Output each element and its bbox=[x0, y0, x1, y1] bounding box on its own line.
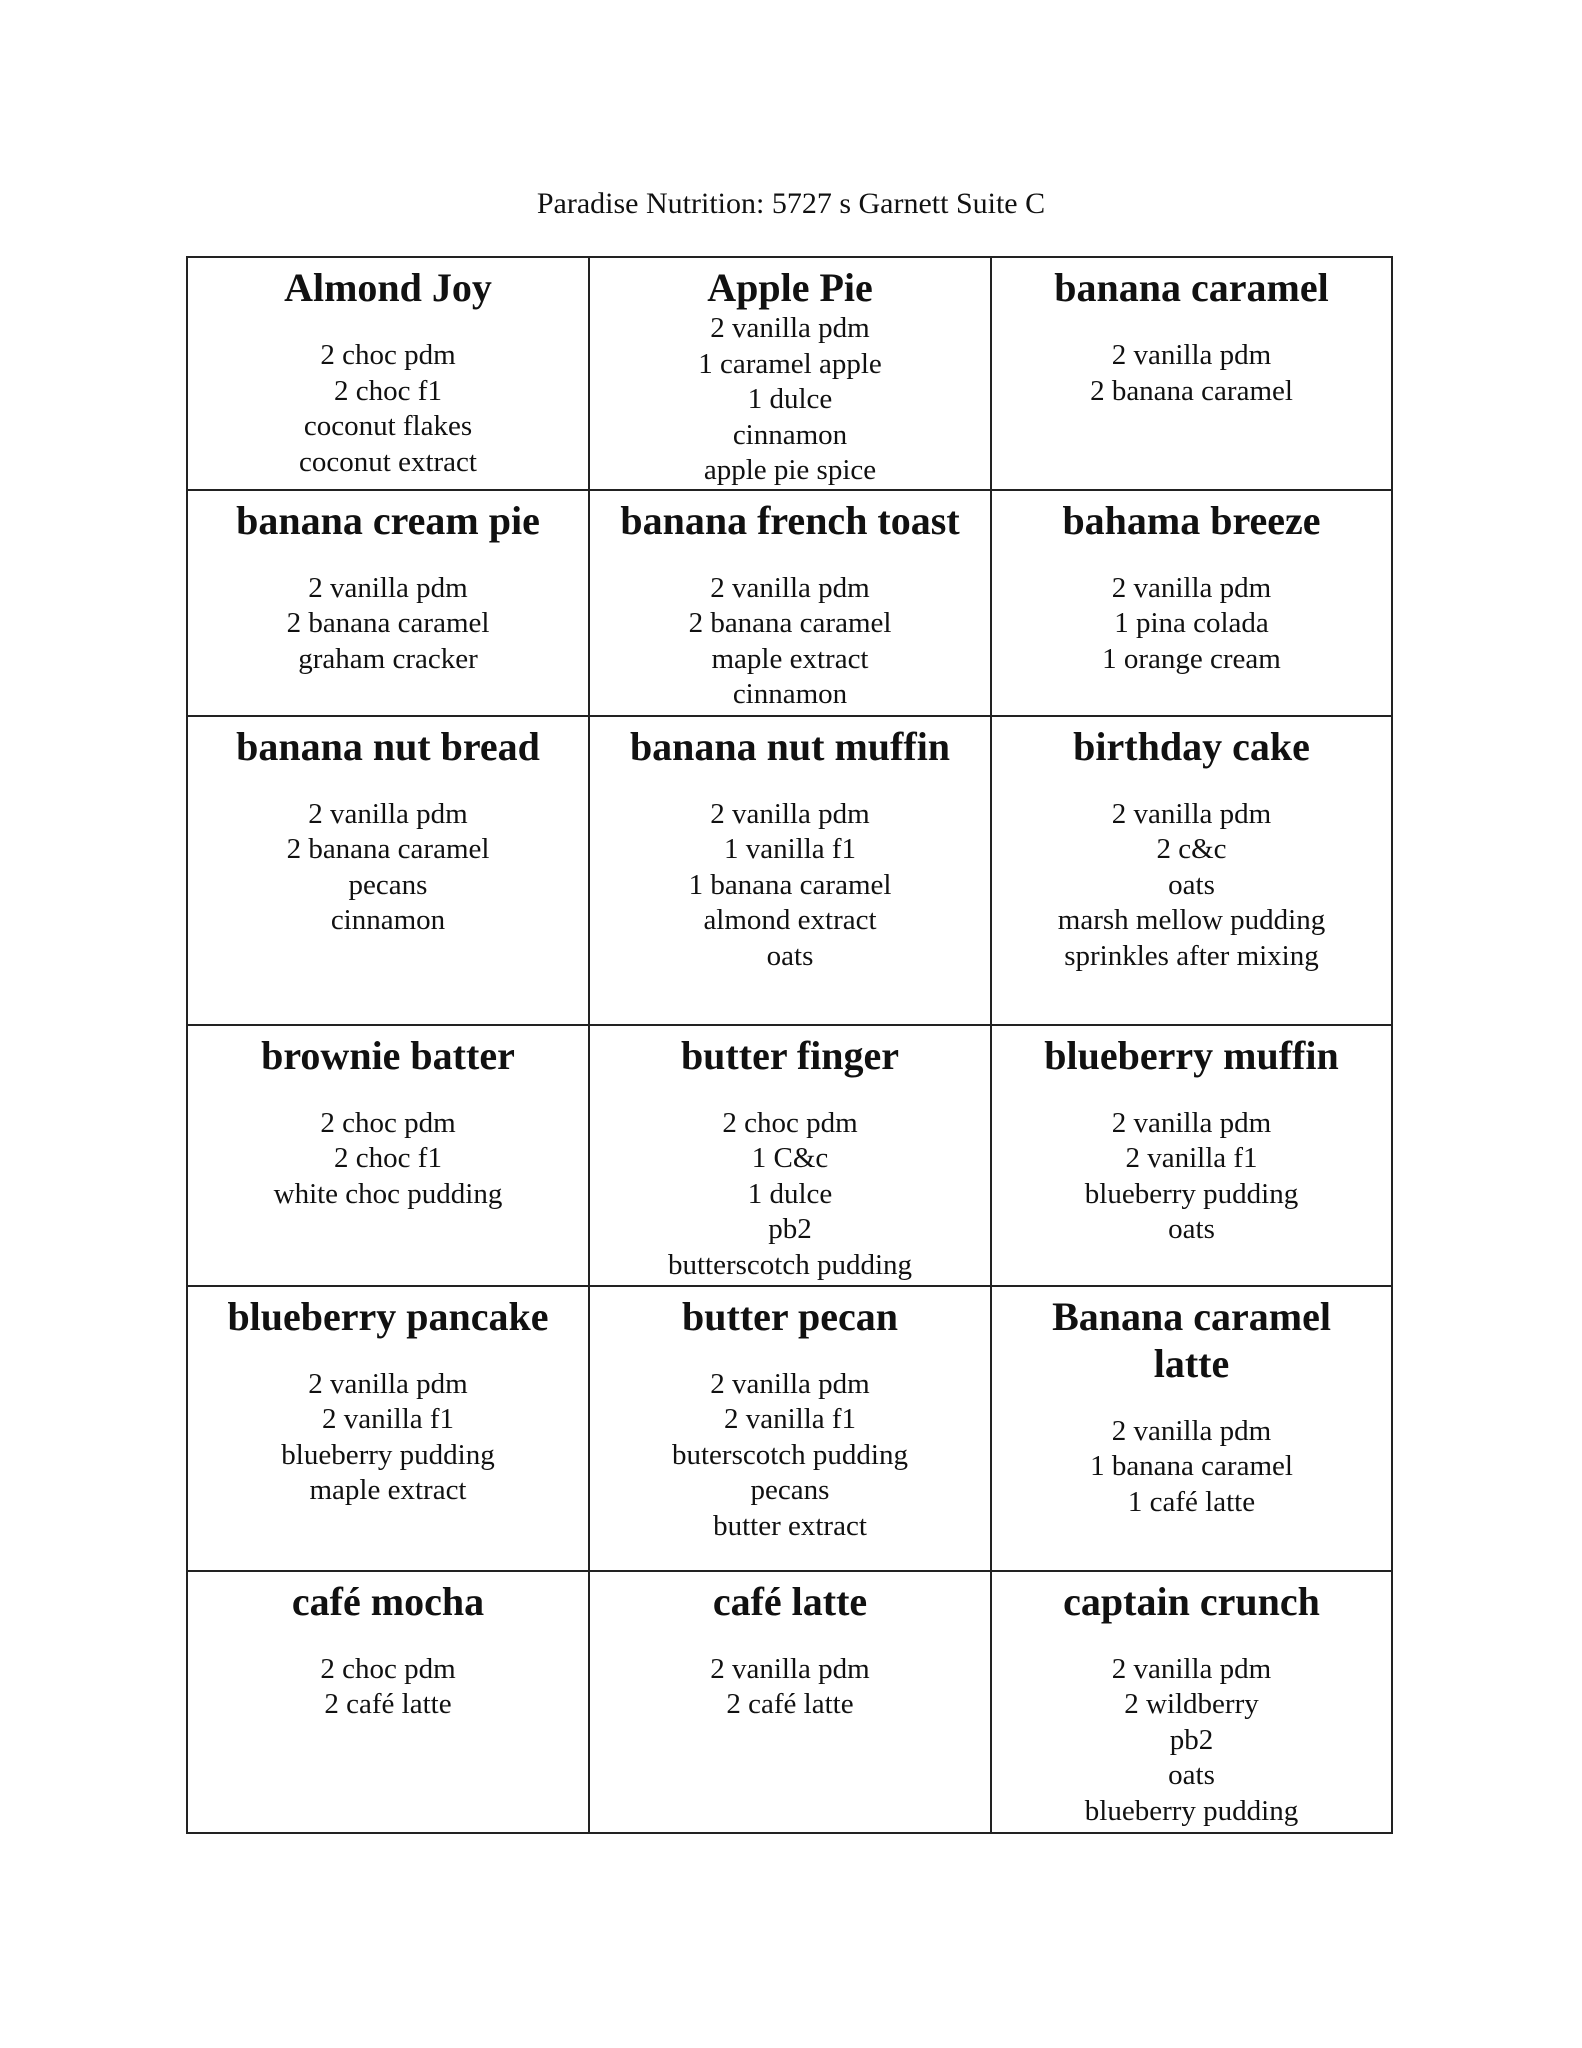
table-row bbox=[187, 716, 1392, 1025]
ingredient: pecans bbox=[348, 868, 428, 901]
ingredient: 2 vanilla pdm bbox=[710, 312, 870, 344]
ingredient: 2 vanilla pdm bbox=[308, 797, 468, 830]
ingredient: 1 café latte bbox=[1127, 1485, 1256, 1518]
ingredient: 2 vanilla pdm bbox=[1111, 1414, 1272, 1447]
recipe-cell bbox=[187, 716, 589, 1025]
table-row bbox=[187, 1571, 1392, 1833]
ingredient: coconut flakes bbox=[303, 410, 473, 442]
recipe-cell bbox=[187, 1571, 589, 1833]
ingredient: 1 dulce bbox=[747, 1177, 833, 1210]
ingredient: blueberry pudding bbox=[1084, 1794, 1299, 1827]
recipe-table bbox=[186, 256, 1393, 1834]
recipe-title: Almond Joy bbox=[284, 265, 492, 310]
ingredient: maple extract bbox=[309, 1474, 467, 1506]
recipe-cell bbox=[589, 490, 991, 716]
recipe-title: banana nut bread bbox=[236, 723, 540, 769]
ingredient: 2 banana caramel bbox=[286, 833, 490, 865]
recipe-title: butter pecan bbox=[682, 1293, 898, 1339]
ingredient: oats bbox=[1168, 1213, 1215, 1245]
recipe-cell bbox=[589, 1571, 991, 1833]
ingredient: 2 vanilla pdm bbox=[1111, 571, 1272, 604]
ingredient: sprinkles after mixing bbox=[1064, 939, 1319, 972]
recipe-cell bbox=[991, 1025, 1392, 1286]
ingredient: 2 choc f1 bbox=[334, 1142, 442, 1174]
ingredient: 2 choc pdm bbox=[722, 1106, 858, 1139]
ingredient: buterscotch pudding bbox=[672, 1438, 908, 1471]
recipe-cell bbox=[991, 490, 1392, 716]
ingredient: cinnamon bbox=[732, 678, 848, 710]
recipe-title: butter finger bbox=[680, 1032, 900, 1078]
recipe-title: birthday cake bbox=[1073, 723, 1310, 769]
ingredient: 2 vanilla pdm bbox=[1111, 339, 1272, 371]
ingredient: oats bbox=[766, 939, 814, 972]
recipe-cell bbox=[187, 1025, 589, 1286]
recipe-cell bbox=[187, 1286, 589, 1571]
ingredient: 2 banana caramel bbox=[688, 607, 892, 639]
ingredient: pecans bbox=[750, 1474, 830, 1506]
recipe-title: banana caramel bbox=[1054, 265, 1329, 310]
ingredient: 2 vanilla pdm bbox=[710, 1652, 870, 1685]
ingredient: 2 vanilla pdm bbox=[308, 571, 468, 604]
ingredient: 1 pina colada bbox=[1114, 607, 1269, 639]
ingredient: 1 vanilla f1 bbox=[723, 833, 857, 865]
recipe-title: café mocha bbox=[291, 1578, 485, 1624]
recipe-title: Apple Pie bbox=[707, 265, 873, 310]
ingredient: 2 vanilla pdm bbox=[1111, 1106, 1272, 1139]
recipe-title: banana french toast bbox=[620, 497, 960, 543]
recipe-title: captain crunch bbox=[1063, 1578, 1320, 1624]
ingredient: 2 vanilla f1 bbox=[321, 1403, 455, 1435]
recipe-title: café latte bbox=[712, 1578, 868, 1624]
recipe-cell bbox=[589, 257, 991, 490]
recipe-cell bbox=[589, 716, 991, 1025]
table-row bbox=[187, 1286, 1392, 1571]
ingredient: 2 café latte bbox=[324, 1688, 452, 1720]
ingredient: 2 banana caramel bbox=[1090, 374, 1293, 407]
ingredient: 2 choc pdm bbox=[320, 339, 456, 371]
recipe-title: blueberry muffin bbox=[1044, 1032, 1339, 1078]
page-header: Paradise Nutrition: 5727 s Garnett Suite C bbox=[536, 187, 1046, 220]
ingredient: butterscotch pudding bbox=[667, 1248, 913, 1281]
ingredient: 1 dulce bbox=[747, 383, 833, 415]
ingredient: 2 banana caramel bbox=[286, 607, 490, 639]
ingredient: 2 café latte bbox=[726, 1688, 854, 1720]
ingredient: almond extract bbox=[703, 904, 877, 936]
ingredient: butter extract bbox=[713, 1509, 867, 1542]
ingredient: 2 vanilla f1 bbox=[723, 1403, 857, 1435]
recipe-title: blueberry pancake bbox=[227, 1293, 549, 1339]
ingredient: oats bbox=[1168, 868, 1215, 901]
ingredient: cinnamon bbox=[330, 904, 446, 936]
ingredient: 2 choc pdm bbox=[320, 1106, 456, 1139]
table-row bbox=[187, 257, 1392, 490]
recipe-cell bbox=[991, 1571, 1392, 1833]
ingredient: 2 wildberry bbox=[1124, 1688, 1259, 1720]
recipe-cell bbox=[589, 1286, 991, 1571]
ingredient: 2 vanilla pdm bbox=[710, 797, 870, 830]
ingredient: blueberry pudding bbox=[281, 1438, 495, 1471]
ingredient: 2 vanilla pdm bbox=[710, 1367, 870, 1400]
ingredient: apple pie spice bbox=[703, 454, 877, 486]
ingredient: 2 c&c bbox=[1156, 833, 1227, 865]
ingredient: coconut extract bbox=[299, 445, 477, 478]
ingredient: pb2 bbox=[768, 1213, 812, 1245]
recipe-title: brownie batter bbox=[261, 1032, 515, 1078]
recipe-cell bbox=[589, 1025, 991, 1286]
recipe-title: Banana caramel latte bbox=[1052, 1293, 1331, 1386]
ingredient: 2 vanilla pdm bbox=[308, 1367, 468, 1400]
table-row bbox=[187, 1025, 1392, 1286]
ingredient: 1 banana caramel bbox=[688, 868, 892, 901]
ingredient: 2 vanilla f1 bbox=[1125, 1142, 1258, 1174]
ingredient: oats bbox=[1168, 1759, 1215, 1791]
recipe-title: banana cream pie bbox=[236, 497, 540, 543]
ingredient: 1 orange cream bbox=[1102, 642, 1281, 675]
ingredient: blueberry pudding bbox=[1084, 1177, 1299, 1210]
ingredient: 1 caramel apple bbox=[698, 347, 882, 380]
recipe-cell bbox=[187, 490, 589, 716]
recipe-cell bbox=[991, 1286, 1392, 1571]
recipe-title: banana nut muffin bbox=[629, 723, 951, 769]
ingredient: 2 vanilla pdm bbox=[710, 571, 870, 604]
ingredient: 2 vanilla pdm bbox=[1111, 1652, 1272, 1685]
ingredient: cinnamon bbox=[732, 418, 848, 451]
ingredient: pb2 bbox=[1169, 1723, 1214, 1756]
ingredient: 1 C&c bbox=[751, 1142, 829, 1174]
recipe-title: bahama breeze bbox=[1062, 497, 1321, 543]
recipe-cell bbox=[187, 257, 589, 490]
ingredient: marsh mellow pudding bbox=[1057, 904, 1326, 936]
ingredient: maple extract bbox=[711, 642, 869, 675]
ingredient: 2 choc f1 bbox=[334, 374, 442, 407]
ingredient: 1 banana caramel bbox=[1090, 1450, 1293, 1482]
ingredient: white choc pudding bbox=[273, 1177, 503, 1210]
recipe-cell bbox=[991, 257, 1392, 490]
table-row bbox=[187, 490, 1392, 716]
recipe-cell bbox=[991, 716, 1392, 1025]
ingredient: 2 vanilla pdm bbox=[1111, 797, 1272, 830]
ingredient: 2 choc pdm bbox=[320, 1652, 456, 1685]
ingredient: graham cracker bbox=[298, 642, 478, 675]
